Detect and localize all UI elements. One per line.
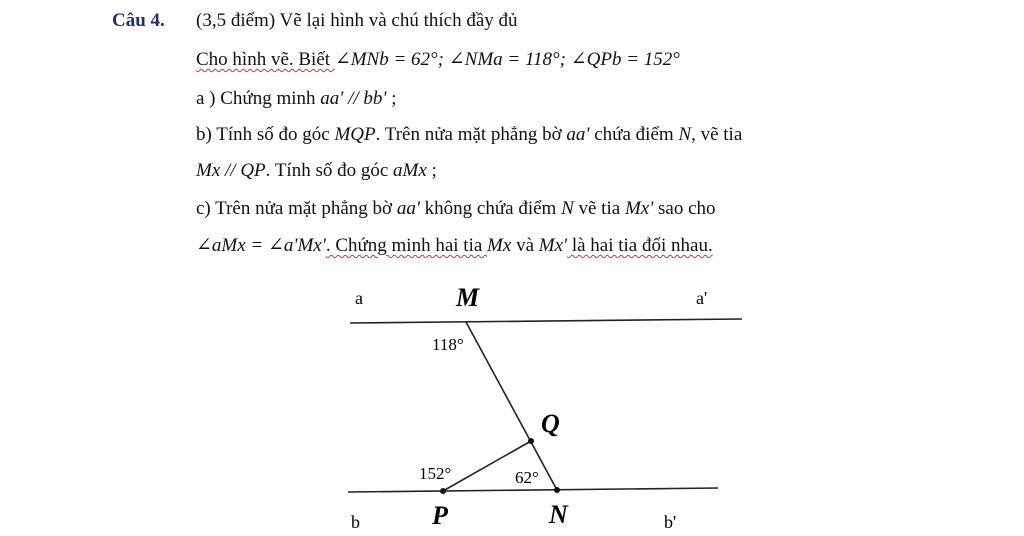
part-c-formula-mx-prime: Mx' bbox=[624, 198, 654, 219]
part-c-formula-angles: ∠aMx = ∠a'Mx' bbox=[196, 235, 326, 256]
question-number: Câu 4. bbox=[112, 10, 165, 31]
part-c-mid: không chứa điểm bbox=[419, 198, 562, 219]
part-b-formula-amx: aMx bbox=[393, 160, 427, 181]
label-a: a bbox=[355, 288, 363, 308]
label-b: b bbox=[351, 512, 360, 532]
part-b-mid: . Trên nửa mặt phẳng bờ bbox=[375, 124, 567, 145]
given-formula: ∠MNb = 62°; ∠NMa = 118°; ∠QPb = 152° bbox=[334, 49, 680, 70]
part-c-formula-mx: Mx bbox=[487, 235, 512, 256]
angle-p-label: 152° bbox=[419, 464, 452, 483]
label-b-prime: b' bbox=[664, 512, 677, 532]
point-n-dot bbox=[554, 487, 560, 493]
part-b-formula-mx-qp: Mx // QP bbox=[196, 160, 266, 181]
part-b-prefix: b) Tính số đo góc bbox=[196, 124, 335, 145]
part-b-suffix: , vẽ tia bbox=[691, 124, 743, 145]
label-q: Q bbox=[541, 409, 560, 438]
part-c-line2-suffix: là hai tia đối nhau. bbox=[567, 235, 713, 256]
part-b-line2-mid: . Tính số đo góc bbox=[265, 160, 394, 181]
point-p-dot bbox=[440, 488, 446, 494]
part-c-formula-aa: aa' bbox=[396, 198, 420, 219]
part-c-suffix: sao cho bbox=[653, 198, 716, 219]
part-c-formula-n: N bbox=[561, 198, 574, 219]
part-b-mid2: chứa điểm bbox=[589, 124, 679, 145]
segment-mn bbox=[466, 322, 557, 490]
part-c-prefix: c) Trên nửa mặt phẳng bờ bbox=[196, 198, 397, 219]
part-b-formula-n: N bbox=[678, 124, 692, 145]
label-m: M bbox=[456, 283, 480, 312]
part-b-formula-mqp: MQP bbox=[334, 124, 376, 145]
part-a-suffix: ; bbox=[386, 88, 397, 109]
label-a-prime: a' bbox=[696, 288, 708, 308]
part-c-mid2: vẽ tia bbox=[573, 198, 625, 219]
part-b-formula-aa: aa' bbox=[566, 124, 590, 145]
angle-n-label: 62° bbox=[515, 468, 539, 487]
point-q-dot bbox=[528, 438, 534, 444]
line-aa-prime bbox=[350, 319, 742, 323]
line-bb-prime bbox=[348, 488, 718, 492]
given-prefix: Cho hình vẽ. Biết bbox=[196, 49, 335, 70]
part-c-line2-mid2: và bbox=[511, 235, 539, 256]
part-a-prefix: a ) Chứng minh bbox=[196, 88, 321, 109]
part-c-line2-mid: . Chứng minh hai tia bbox=[325, 235, 488, 256]
question-header: (3,5 điểm) Vẽ lại hình và chú thích đầy đủ bbox=[196, 10, 518, 31]
part-c-formula-mx-prime-2: Mx' bbox=[538, 235, 568, 256]
part-a-formula: aa' // bb' bbox=[320, 88, 387, 109]
angle-m-label: 118° bbox=[432, 335, 464, 354]
part-b-line2-suffix: ; bbox=[426, 160, 437, 181]
label-n: N bbox=[549, 500, 568, 529]
label-p: P bbox=[432, 501, 448, 530]
